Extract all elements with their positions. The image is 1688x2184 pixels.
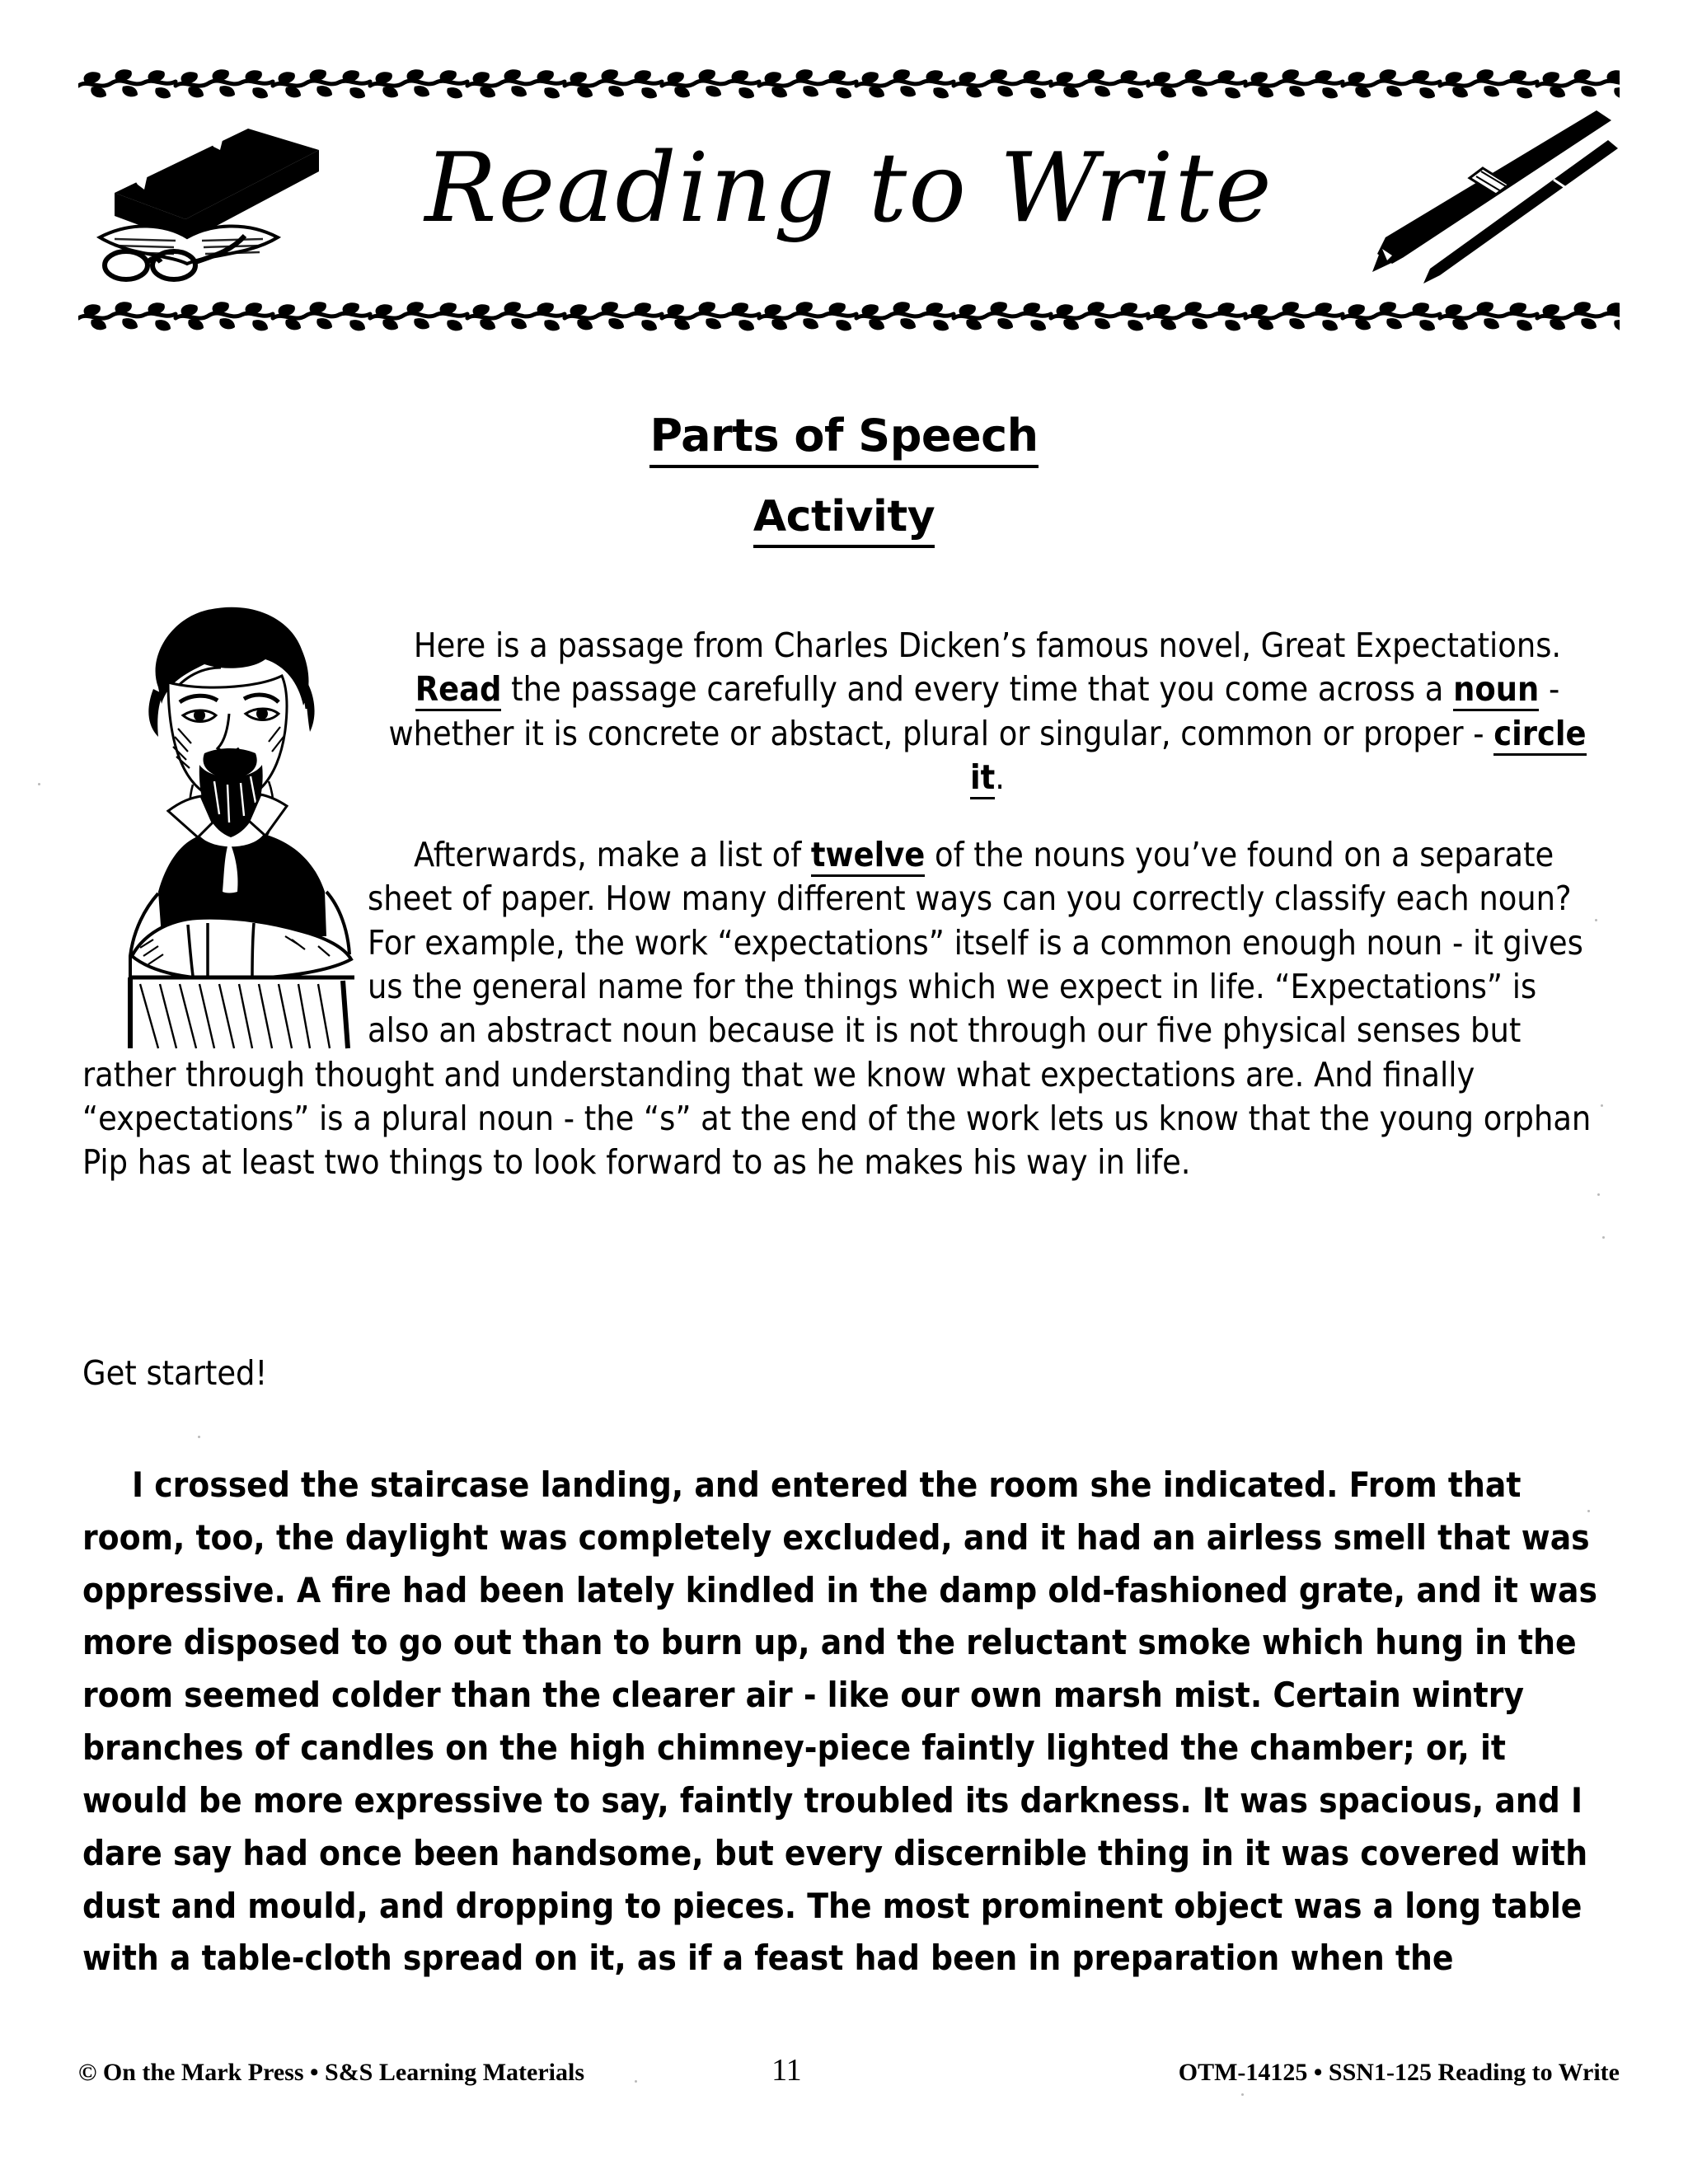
instruction-keyword-twelve: twelve [811, 835, 925, 877]
page-title [0, 410, 1688, 468]
instruction-p1-part-b: the passage carefully and every time that you come across a [501, 669, 1454, 710]
footer-copyright: © On the Mark Press • S&S Learning Materials [78, 2059, 584, 2086]
instruction-keyword-read: Read [415, 669, 502, 711]
scan-speck [1587, 1510, 1590, 1512]
page-title-text: Parts of Speech [649, 410, 1038, 468]
instruction-p2-part-a: Afterwards, make a list of [414, 835, 811, 875]
instructions-block [82, 590, 1607, 1219]
page-subtitle [0, 492, 1688, 548]
page-footer [78, 2052, 1620, 2088]
scan-speck [1602, 1236, 1605, 1239]
instruction-p1-part-c: - whether it is concrete or abstact, plural or singular, common or proper - [388, 669, 1560, 753]
get-started-label: Get started! [82, 1353, 268, 1393]
scan-speck [1241, 2093, 1244, 2096]
fountain-pens-icon [1306, 107, 1620, 288]
scan-speck [1597, 1193, 1600, 1196]
instruction-keyword-noun: noun [1453, 669, 1539, 711]
scan-speck [1595, 919, 1597, 921]
masthead-banner [78, 58, 1620, 354]
instruction-p1-period: . [995, 757, 1005, 797]
masthead-artwork [78, 96, 1620, 302]
scan-speck [198, 1436, 200, 1438]
instruction-keyword-it: it [970, 757, 995, 799]
scan-speck [635, 2080, 637, 2083]
footer-product-code: OTM-14125 • SSN1-125 Reading to Write [1178, 2059, 1620, 2086]
instruction-p1-part-a: Here is a passage from Charles Dicken’s famous novel, Great Expectations. [413, 626, 1562, 665]
scan-speck [38, 783, 40, 785]
page-subtitle-text: Activity [753, 492, 935, 548]
masthead-title: Reading to Write [424, 133, 1273, 244]
instruction-keyword-circle: circle [1493, 714, 1586, 756]
leafy-vine-border-bottom-icon [78, 298, 1620, 336]
charles-dickens-portrait-icon [82, 590, 354, 1052]
scan-speck [1601, 1104, 1603, 1107]
footer-page-number: 11 [771, 2053, 802, 2088]
instruction-p2-part-b: of the nouns you’ve found on a separate sheet of paper. How many different ways can you correctly classify each noun? For example, the work “expectations” itself is a common enough noun - it gives us the general name for the things which we expect in life. “Expectations” is also an abstract noun because it is not through our five physical senses but rather through thought and understanding that we know what expectations are. And finally “expectations” is a plural noun - the “s” at the end of the work lets us know that the young orphan Pip has at least two things to look forward to as he makes his way in life. [82, 835, 1592, 1183]
dickens-passage-text: I crossed the staircase landing, and entered the room she indicated. From that room, too, the daylight was completely excluded, and it had an airless smell that was oppressive. A fire had been lately kindled in the damp old-fashioned grate, and it was more disposed to go out than to burn up, and the reluctant smoke which hung in the room seemed colder than the clearer air - like our own marsh mist. Certain wintry branches of candles on the high chimney-piece faintly lighted the chamber; or, it would be more expressive to say, faintly troubled its darkness. It was spacious, and I dare say had once been handsome, but every discernible thing in it was covered with dust and mould, and dropping to pieces. The most prominent object was a long table with a table-cloth spread on it, as if a feast had been in preparation when the [82, 1465, 1597, 1979]
